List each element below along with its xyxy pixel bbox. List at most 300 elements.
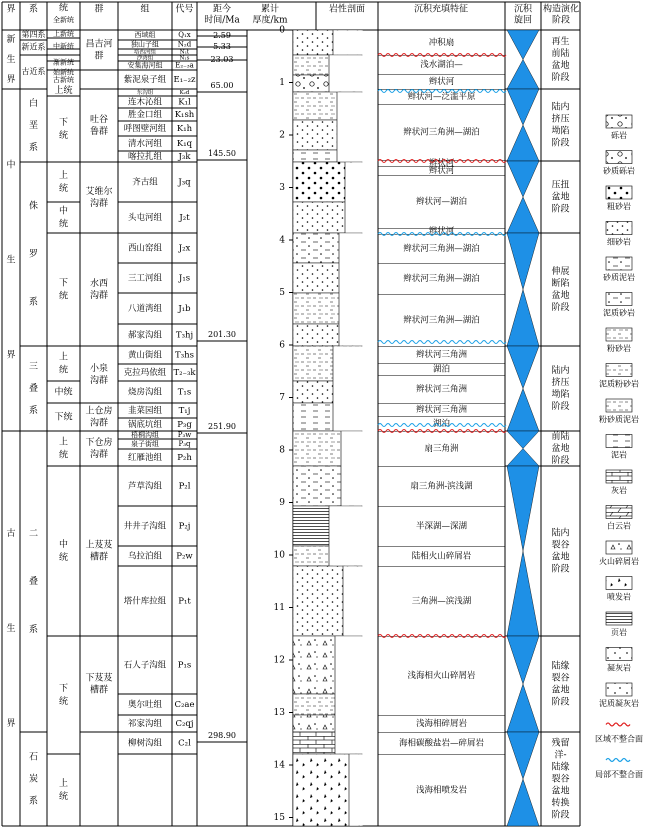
system-label: [29, 529, 38, 635]
glyph: 统: [58, 792, 69, 802]
glyph: 叠: [28, 384, 39, 394]
formation-name: 呼图壁河组: [123, 124, 167, 134]
header-tect-2: 阶段: [551, 15, 571, 26]
line: 盆地: [551, 444, 570, 454]
age-value: 251.90: [208, 422, 236, 431]
header-cycle-2: 旋回: [513, 15, 533, 26]
formation-name: 郝家沟组: [127, 330, 163, 341]
tectonic-stage: [551, 364, 569, 412]
glyph: 古: [6, 529, 16, 539]
header-sed: 沉积充填特征: [413, 4, 469, 15]
tectonic-stage: [551, 430, 569, 466]
glyph: 系: [28, 625, 39, 635]
formation-name: 头屯河组: [127, 213, 163, 223]
lithology-edge: [345, 162, 363, 232]
age-value: 145.50: [208, 149, 236, 158]
group-label: [90, 277, 108, 301]
line: 洋-: [554, 750, 567, 761]
series-label: [59, 278, 68, 302]
line: 小泉: [89, 364, 109, 374]
group-label: [85, 185, 112, 209]
legend-swatch: [606, 506, 632, 519]
glyph: 上: [58, 171, 69, 181]
line: 沟群: [89, 376, 109, 386]
series-label: 中新统: [53, 42, 74, 51]
depth-tick: 13: [273, 708, 285, 718]
legend-swatch: [606, 470, 632, 483]
formation-name: 齐古组: [132, 177, 158, 188]
glyph: 中: [58, 206, 69, 217]
sedimentary-feature: 辫状河三角洲: [415, 405, 468, 415]
line: 阶段: [551, 73, 570, 83]
line: 阶段: [551, 138, 570, 149]
legend-swatch: [606, 723, 630, 726]
line: 昌吉河: [85, 39, 113, 50]
system-label: 新近系: [21, 42, 46, 52]
sedimentary-feature: 辫状河: [428, 226, 455, 237]
glyph: 二: [28, 529, 39, 539]
formation-code: K₁q: [176, 139, 193, 149]
depth-tick: 7: [279, 393, 285, 403]
group-label: [85, 405, 112, 429]
cycle-triangle: [507, 732, 539, 826]
age-value: 65.00: [210, 81, 234, 90]
legend-swatch: [606, 541, 632, 554]
legend-swatch: [606, 328, 632, 341]
glyph: 统: [58, 450, 69, 461]
legend-label: 页岩: [611, 628, 627, 637]
depth-tick: 9: [279, 498, 285, 508]
line: 阶段: [551, 402, 570, 412]
line: 沟群: [89, 450, 109, 460]
legend-swatch: [606, 222, 632, 235]
glyph: 石: [28, 752, 39, 763]
line: 陆内: [551, 366, 570, 376]
legend-label: 泥质凝灰岩: [599, 699, 639, 708]
lithology-edge: [341, 431, 363, 505]
tectonic-stage: [551, 265, 569, 313]
group-label: [85, 38, 112, 62]
lithology-edge: [335, 636, 363, 753]
glyph: 统: [58, 219, 69, 230]
series-label: [59, 351, 68, 376]
cycle-triangle: [507, 30, 539, 89]
formation-name: 梧桐沟组: [131, 431, 159, 439]
line: 盆地: [551, 61, 570, 71]
formation-code: T₃hs: [175, 350, 194, 361]
header-tong-sub: 全新统: [53, 16, 74, 24]
age-value: 23.03: [210, 55, 234, 64]
cycle-triangle: [507, 346, 539, 431]
formation-name: 塔西河组: [133, 49, 157, 56]
formation-name: 乌拉泊组: [127, 551, 163, 562]
header-zu: 组: [140, 4, 150, 15]
glyph: 白: [28, 99, 39, 109]
formation-name: 柳树沟组: [127, 738, 163, 749]
glyph: 下: [58, 278, 69, 289]
glyph: 统: [58, 697, 69, 707]
line: 阶段: [551, 810, 570, 821]
line: 裂谷: [551, 774, 570, 785]
glyph: 界: [6, 719, 16, 729]
formation-code: P₂j: [178, 521, 191, 532]
glyph: 中: [6, 160, 16, 171]
group-label: [90, 113, 108, 137]
sedimentary-feature: 辫状河: [428, 77, 455, 87]
lithology-edge: [339, 233, 363, 345]
formation-name: 清水河组: [127, 139, 163, 149]
formation-code: J₂t: [179, 213, 190, 223]
formation-code: J₃k: [178, 152, 191, 162]
legend-label: 细砂岩: [607, 237, 631, 247]
formation-name: 紫泥泉子组: [123, 75, 167, 85]
formation-code: C₂l: [178, 738, 191, 749]
depth-tick: 5: [279, 288, 285, 298]
formation-code: J₃q: [178, 177, 191, 188]
line: 沟群: [89, 418, 109, 429]
header-thick-2: 厚度/km: [252, 15, 288, 26]
glyph: 生: [6, 55, 16, 65]
series-label: 渐新统: [53, 58, 74, 67]
legend-label: 火山碎屑岩: [599, 557, 639, 566]
tectonic-stage: [551, 660, 569, 708]
formation-code: E₂₋₃a: [175, 61, 194, 70]
glyph: 系: [28, 406, 39, 416]
formation-code: N₁s: [179, 55, 190, 62]
group-label: [85, 672, 112, 696]
line: 盆地: [551, 685, 570, 696]
formation-name: 祁家沟组: [127, 719, 163, 729]
line: 前陆: [551, 432, 570, 442]
sedimentary-feature: 冲积扇: [428, 38, 455, 48]
formation-name: 烧房沟组: [127, 387, 163, 398]
line: 陆缘: [551, 661, 570, 672]
legend-label: 泥质粉砂岩: [599, 379, 639, 389]
formation-code: K₂d: [179, 90, 190, 96]
line: 盆地: [551, 192, 570, 203]
sedimentary-feature: 辫状河三角洲—湖泊: [403, 274, 480, 284]
legend-swatch: [606, 115, 632, 128]
sedimentary-feature: 半深湖—深湖: [415, 521, 468, 532]
lithology-edge: [333, 30, 363, 54]
formation-code: P₂w: [176, 551, 193, 562]
series-label: [59, 205, 68, 230]
glyph: 下: [58, 118, 69, 128]
tectonic-stage: [551, 101, 569, 149]
formation-name: 西山窑组: [127, 243, 163, 254]
formation-code: J₂x: [178, 243, 191, 254]
sedimentary-feature: 浅海相火山碎屑岩: [407, 671, 476, 681]
formation-code: N₂d: [177, 40, 192, 49]
formation-code: T₁s: [177, 387, 192, 398]
glyph: 三: [28, 362, 39, 372]
legend-label: 局部不整合面: [595, 770, 643, 779]
line: 阶段: [551, 456, 570, 466]
formation-code: P₃g: [177, 420, 192, 430]
line: 沟群: [89, 291, 109, 301]
line: 群: [94, 51, 104, 62]
glyph: 系: [28, 297, 39, 308]
sedimentary-feature: 辫状河三角洲—湖泊: [403, 315, 480, 326]
header-xi: 系: [28, 4, 39, 15]
formation-name: 沙湾组: [136, 55, 154, 62]
glyph: 上: [58, 779, 69, 789]
header-thick-1: 累计: [260, 4, 280, 15]
formation-code: T₃hj: [175, 330, 194, 341]
header-daihao: 代号: [175, 4, 194, 15]
line: 艾维尔: [85, 187, 113, 197]
series-label: 中统: [54, 387, 73, 398]
formation-name: 红雁池组: [127, 453, 163, 463]
formation-code: P₁t: [178, 596, 191, 607]
formation-code: E₁₋₂z: [173, 75, 196, 85]
unconformity-line: [378, 341, 506, 344]
depth-tick: 1: [279, 78, 285, 88]
glyph: 上: [58, 437, 69, 448]
cycle-triangle: [507, 431, 539, 466]
glyph: 下: [58, 684, 69, 694]
depth-tick: 14: [273, 760, 285, 771]
tectonic-stage: [551, 179, 569, 215]
sedimentary-feature: 海相碳酸盐岩—碎屑岩: [398, 738, 485, 749]
legend-label: 灰岩: [611, 486, 627, 495]
legend-label: 粉砂质泥岩: [599, 415, 639, 424]
sedimentary-feature: 辫状河三角洲—湖泊: [403, 127, 480, 138]
line: 盆地: [551, 291, 570, 301]
cycle-triangle: [507, 161, 539, 233]
glyph: 统: [58, 184, 69, 194]
series-label: 上统: [54, 86, 73, 96]
formation-code: J₁s: [178, 273, 191, 284]
formation-code: P₂h: [177, 453, 192, 463]
system-label: [29, 752, 38, 807]
formation-name: 喀拉扎组: [127, 152, 163, 162]
legend-swatch: [606, 683, 632, 696]
sedimentary-feature: 辫状河三角洲: [415, 350, 468, 360]
depth-tick: 8: [279, 445, 285, 456]
line: 裂谷: [551, 540, 570, 551]
line: 断陷: [551, 279, 570, 289]
line: 陆内: [551, 528, 570, 539]
glyph: 垩: [28, 121, 39, 131]
lithology-edge: [343, 566, 363, 635]
formation-code: Q₁x: [178, 31, 191, 39]
formation-name: 井井子沟组: [123, 521, 167, 532]
formation-name: 奥尔吐组: [127, 700, 163, 710]
formation-name: 三工河组: [127, 273, 163, 284]
line: 压扭: [551, 180, 570, 191]
legend-swatch: [606, 364, 632, 377]
age-value: 201.30: [208, 330, 236, 339]
depth-tick: 15: [273, 813, 285, 823]
header-cycle-1: 沉积: [513, 4, 533, 15]
line: 陆内: [551, 102, 570, 113]
sedimentary-feature: 湖泊: [432, 419, 451, 429]
line: 阶段: [551, 303, 570, 313]
series-label: [59, 777, 68, 802]
formation-name: 黄山街组: [127, 350, 163, 361]
sedimentary-feature: 辫状河—湖泊: [415, 197, 468, 207]
header-tect-1: 构造演化: [542, 4, 580, 15]
formation-code: P₂l: [178, 481, 191, 492]
erathem-label: [6, 527, 15, 729]
series-label: 上新统: [53, 30, 74, 38]
glyph: 界: [6, 350, 16, 361]
legend-label: 粉砂岩: [607, 344, 631, 353]
legend-label: 喷发岩: [607, 592, 631, 602]
lithology-edge: [329, 55, 363, 91]
cycle-triangle: [507, 233, 539, 346]
legend-swatch: [606, 151, 632, 164]
sedimentary-feature: 扇三角洲-滨浅湖: [410, 481, 473, 492]
glyph: 罗: [28, 249, 39, 260]
formation-name: 安集海河组: [127, 61, 163, 70]
line: 下仓房: [85, 438, 113, 448]
line: 吐谷: [89, 115, 109, 125]
header-tong: 统: [58, 3, 69, 14]
legend-swatch: [606, 648, 632, 661]
legend-label: 区域不整合面: [595, 734, 643, 744]
depth-tick: 11: [273, 603, 285, 613]
formation-code: N₁t: [179, 49, 190, 56]
group-label: [85, 436, 112, 460]
system-label: [29, 361, 38, 416]
line: 挤压: [551, 114, 570, 125]
line: 再生: [551, 37, 570, 47]
line: 沟群: [89, 199, 109, 209]
cycle-triangle: [507, 89, 539, 161]
glyph: 统: [58, 291, 69, 302]
system-label: [29, 200, 38, 308]
sedimentary-feature: 陆相火山碎屑岩: [411, 551, 472, 562]
line: 坳陷: [551, 390, 570, 400]
line: 坳陷: [551, 126, 570, 137]
formation-name: 克拉玛依组: [123, 368, 167, 378]
depth-tick: 0: [279, 25, 285, 36]
line: 盆地: [551, 786, 570, 797]
depth-tick: 3: [279, 183, 285, 193]
header-jie: 界: [6, 4, 16, 15]
header-qun: 群: [94, 4, 104, 15]
legend-label: 泥质砂岩: [603, 308, 635, 318]
glyph: 统: [58, 365, 69, 376]
formation-name: 东沟组: [136, 90, 154, 96]
glyph: 侏: [28, 201, 39, 212]
series-label: [59, 683, 68, 707]
legend-swatch: [606, 759, 630, 762]
sedimentary-feature: 辫状河—泛滥平原: [407, 92, 476, 102]
line: 盆地: [551, 552, 570, 563]
legend-swatch: [606, 435, 632, 448]
glyph: 中: [58, 540, 69, 550]
glyph: 生: [6, 624, 16, 634]
legend-swatch: [606, 257, 632, 270]
glyph: 生: [6, 255, 16, 266]
sedimentary-feature: 湖泊: [432, 364, 451, 375]
legend-label: 白云岩: [607, 521, 631, 531]
line: 下芨芨: [85, 673, 113, 684]
header-lith: 岩性剖面: [328, 4, 366, 15]
series-label: [59, 169, 68, 194]
sedimentary-feature: 扇三角洲: [424, 444, 459, 454]
formation-code: T₂₋₃k: [173, 368, 196, 378]
group-label: [90, 362, 108, 386]
legend-label: 泥岩: [611, 450, 627, 460]
glyph: 上: [58, 352, 69, 363]
line: 槽群: [89, 685, 109, 696]
series-label: [59, 117, 68, 141]
line: 挤压: [551, 378, 570, 388]
formation-code: J₁b: [178, 304, 191, 314]
tectonic-stage: [551, 35, 569, 83]
system-label: [29, 97, 38, 153]
formation-code: K₁sh: [174, 110, 195, 120]
depth-tick: 10: [273, 550, 285, 561]
line: 伸展: [551, 267, 570, 277]
erathem-label: [6, 159, 15, 361]
series-label: 古新统: [53, 76, 74, 84]
line: 阶段: [551, 697, 570, 708]
line: 残留: [551, 738, 570, 749]
system-label: 古近系: [21, 67, 46, 76]
formation-name: 锅底坑组: [127, 420, 163, 430]
sedimentary-feature: 三角洲—滨浅湖: [411, 596, 472, 607]
sedimentary-feature: 辫状河: [428, 166, 455, 176]
depth-tick: 4: [279, 235, 285, 246]
legend-swatch: [606, 612, 632, 625]
formation-name: 独山子组: [131, 40, 159, 49]
age-value: 298.90: [208, 731, 236, 740]
legend-swatch: [606, 399, 632, 412]
formation-code: C₂qj: [175, 719, 194, 729]
cycle-triangle: [507, 466, 539, 636]
formation-name: 韭菜园组: [127, 406, 163, 416]
formation-name: 胜金口组: [127, 110, 163, 120]
system-label: 第四系: [21, 30, 46, 39]
lithology-edge: [329, 506, 363, 565]
formation-name: 西域组: [134, 31, 156, 39]
tectonic-stage: [551, 737, 569, 821]
sedimentary-feature: 辫状河: [428, 158, 455, 169]
legend-swatch: [606, 186, 632, 199]
lithology-edge: [337, 92, 363, 161]
erathem-label: [6, 33, 15, 85]
glyph: 统: [58, 131, 69, 141]
line: 阶段: [551, 564, 570, 575]
legend-label: 粗砂岩: [607, 202, 631, 211]
legend-swatch: [606, 293, 632, 306]
lithology-edge: [349, 754, 363, 825]
series-label: [59, 538, 68, 563]
line: 槽群: [89, 552, 109, 563]
age-value: 5.33: [213, 42, 231, 51]
legend-label: 砂质泥岩: [603, 273, 635, 282]
cycle-triangle: [507, 636, 539, 732]
series-label: 始新统: [53, 68, 74, 77]
sedimentary-feature: 辫状河三角洲: [415, 384, 468, 395]
series-label: [59, 436, 68, 461]
formation-code: P₃q: [178, 440, 191, 448]
series-label: 下统: [54, 412, 73, 423]
formation-name: 芦草沟组: [127, 481, 163, 492]
depth-tick: 2: [279, 130, 285, 141]
glyph: 系: [28, 796, 39, 807]
glyph: 界: [6, 75, 16, 85]
group-label: [85, 539, 112, 563]
sedimentary-feature: 浅海相碎屑岩: [415, 719, 468, 729]
line: 鲁群: [89, 127, 109, 137]
formation-code: C₂ae: [174, 700, 195, 710]
